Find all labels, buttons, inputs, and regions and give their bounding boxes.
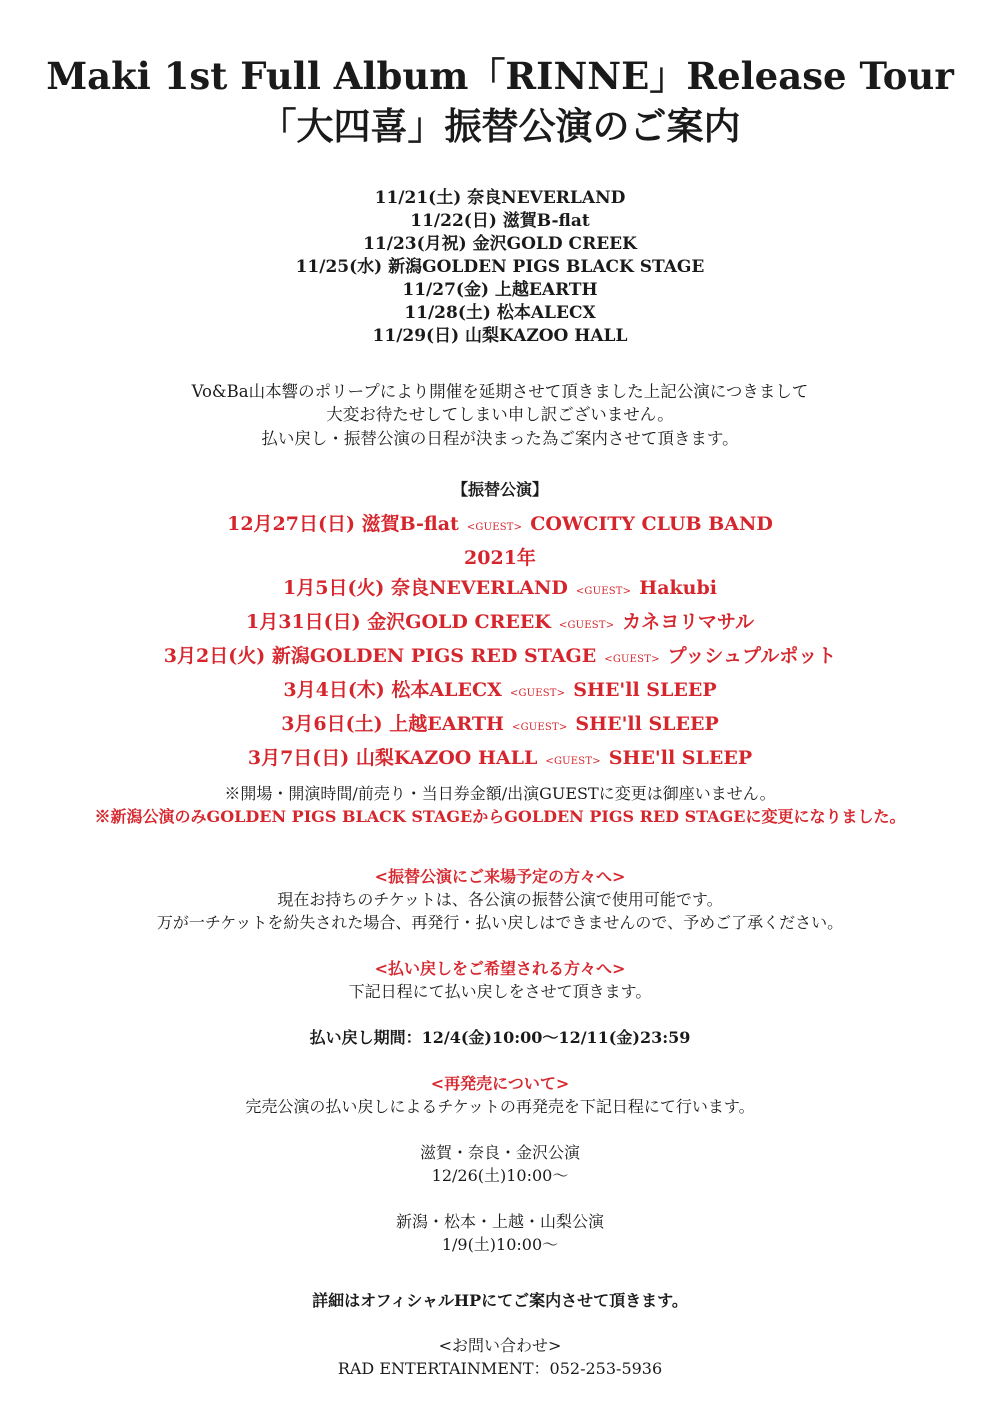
refund-period: 払い戻し期間：12/4(金)10:00〜12/11(金)23:59 [309, 1028, 691, 1047]
resale-group1-date: 12/26(土)10:00〜 [431, 1166, 569, 1185]
schedule-guest: SHE'll SLEEP [575, 713, 719, 735]
original-date: 11/25(水) 新潟GOLDEN PIGS BLACK STAGE [295, 257, 705, 277]
contact-heading: <お問い合わせ> [438, 1336, 562, 1355]
makeup-schedule [0, 509, 1000, 777]
guest-tag: <GUEST> [575, 586, 632, 597]
schedule-date-venue: 3月7日(日) 山梨KAZOO HALL [247, 747, 538, 769]
guest-tag: <GUEST> [604, 654, 660, 665]
schedule-date-venue: 12月27日(日) 滋賀B-flat [227, 513, 459, 535]
original-date: 11/29(日) 山梨KAZOO HALL [372, 326, 628, 346]
resale-group1-label: 滋賀・奈良・金沢公演 [419, 1143, 580, 1162]
attendees-heading: <振替公演にご来場予定の方々へ> [374, 867, 626, 886]
schedule-date-venue: 3月6日(土) 上越EARTH [281, 713, 505, 735]
guest-tag: <GUEST> [558, 620, 615, 631]
original-dates-list [0, 187, 1000, 348]
resale-heading: <再発売について> [430, 1074, 570, 1093]
guest-tag: <GUEST> [545, 756, 601, 767]
original-date: 11/28(土) 松本ALECX [404, 303, 596, 323]
schedule-date-venue: 3月4日(木) 松本ALECX [283, 679, 502, 701]
schedule-guest: プッシュプルポット [667, 645, 837, 667]
schedule-row [0, 743, 1000, 777]
schedule-row [0, 709, 1000, 743]
attendees-line: 万が一チケットを紛失された場合、再発行・払い戻しはできませんので、予めご了承ください。 [156, 913, 844, 932]
original-date: 11/27(金) 上越EARTH [402, 280, 598, 300]
original-date: 11/22(日) 滋賀B-flat [410, 211, 590, 231]
schedule-guest: Hakubi [639, 577, 717, 599]
schedule-guest: COWCITY CLUB BAND [530, 513, 773, 535]
schedule-guest: カネヨリマサル [622, 611, 754, 633]
original-date: 11/23(月祝) 金沢GOLD CREEK [363, 234, 637, 254]
details-note: 詳細はオフィシャルHPにてご案内させて頂きます。 [312, 1291, 688, 1310]
schedule-row [0, 573, 1000, 607]
schedule-date-venue: 1月31日(日) 金沢GOLD CREEK [246, 611, 551, 633]
schedule-guest: SHE'll SLEEP [608, 747, 753, 769]
apology-line: Vo&Ba山本響のポリープにより開催を延期させて頂きました上記公演につきまして [191, 382, 809, 401]
venue-change-note: ※新潟公演のみGOLDEN PIGS BLACK STAGEからGOLDEN PIGS RED STAGEに変更になりました。 [94, 807, 906, 826]
schedule-date-venue: 1月5日(火) 奈良NEVERLAND [283, 577, 568, 599]
schedule-year-label: 2021年 [464, 547, 536, 569]
guest-tag: <GUEST> [512, 722, 568, 733]
refund-line: 下記日程にて払い戻しをさせて頂きます。 [348, 982, 652, 1001]
schedule-guest: SHE'll SLEEP [573, 679, 717, 701]
page-title: Maki 1st Full Album「RINNE」Release Tour [46, 54, 954, 98]
original-date: 11/21(土) 奈良NEVERLAND [374, 188, 626, 208]
apology-text [0, 380, 1000, 450]
guest-tag: <GUEST> [466, 522, 523, 533]
resale-line: 完売公演の払い戻しによるチケットの再発売を下記日程にて行います。 [245, 1097, 755, 1116]
contact-line: RAD ENTERTAINMENT：052-253-5936 [337, 1359, 663, 1378]
schedule-row [0, 607, 1000, 641]
schedule-row [0, 509, 1000, 543]
guest-tag: <GUEST> [509, 688, 566, 699]
makeup-label: 【振替公演】 [451, 480, 548, 499]
schedule-row [0, 675, 1000, 709]
page-subtitle: 「大四喜」振替公演のご案内 [259, 104, 741, 148]
apology-line: 払い戻し・振替公演の日程が決まった為ご案内させて頂きます。 [261, 428, 739, 448]
schedule-date-venue: 3月2日(火) 新潟GOLDEN PIGS RED STAGE [163, 645, 597, 667]
refund-heading: <払い戻しをご希望される方々へ> [374, 959, 626, 978]
resale-group2-label: 新潟・松本・上越・山梨公演 [395, 1212, 604, 1231]
attendees-line: 現在お持ちのチケットは、各公演の振替公演で使用可能です。 [277, 890, 723, 909]
schedule-row [0, 641, 1000, 675]
apology-line: 大変お待たせしてしまい申し訳ございません。 [326, 405, 674, 425]
resale-group2-date: 1/9(土)10:00〜 [441, 1235, 559, 1254]
no-change-note: ※開場・開演時間/前売り・当日券金額/出演GUESTに変更は御座いません。 [224, 784, 776, 803]
